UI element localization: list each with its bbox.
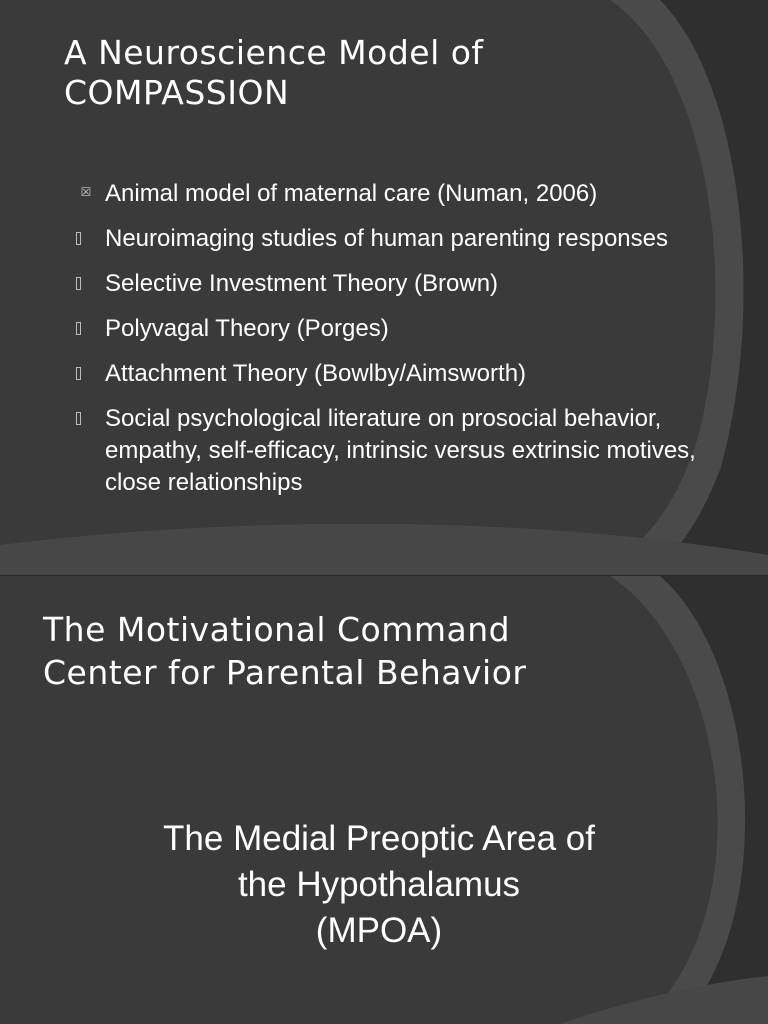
hollow-bullet-icon [76,367,81,380]
slide-2-subtitle [0,816,758,954]
title-line: The Motivational Command [43,610,511,649]
hollow-bullet-icon [76,412,81,425]
bullet-text: Selective Investment Theory (Brown) [105,270,499,297]
slide-2 [0,576,768,1024]
hollow-bullet-icon [76,232,81,245]
bullet-text: Polyvagal Theory (Porges) [105,315,389,342]
bullet-text: Animal model of maternal care (Numan, 2006) [105,180,598,207]
bullet-item [0,178,768,210]
bullet-item [0,403,768,499]
bullet-text: Attachment Theory (Bowlby/Aimsworth) [105,360,527,387]
title-line: COMPASSION [64,73,290,112]
slide-2-title [43,608,643,694]
bullet-item [0,313,768,345]
subtitle-line: The Medial Preoptic Area of [163,819,595,858]
bullet-list [0,178,768,512]
title-line: Center for Parental Behavior [43,653,527,692]
subtitle-line: (MPOA) [315,911,443,950]
subtitle-line: the Hypothalamus [237,865,521,904]
hollow-bullet-icon [76,277,81,290]
bullet-text: Social psychological literature on prosocial behavior, empathy, self-efficacy, intrinsic versus extrinsic motives, close relationships [105,405,696,496]
hollow-bullet-icon [76,322,81,335]
bullet-item [0,358,768,390]
bullet-item [0,268,768,300]
bullet-item [0,223,768,255]
slide-1-title [64,33,624,113]
title-line: A Neuroscience Model of [64,33,484,72]
boxed-x-bullet-icon: ☒ [80,185,92,199]
bullet-text: Neuroimaging studies of human parenting responses [105,225,669,252]
